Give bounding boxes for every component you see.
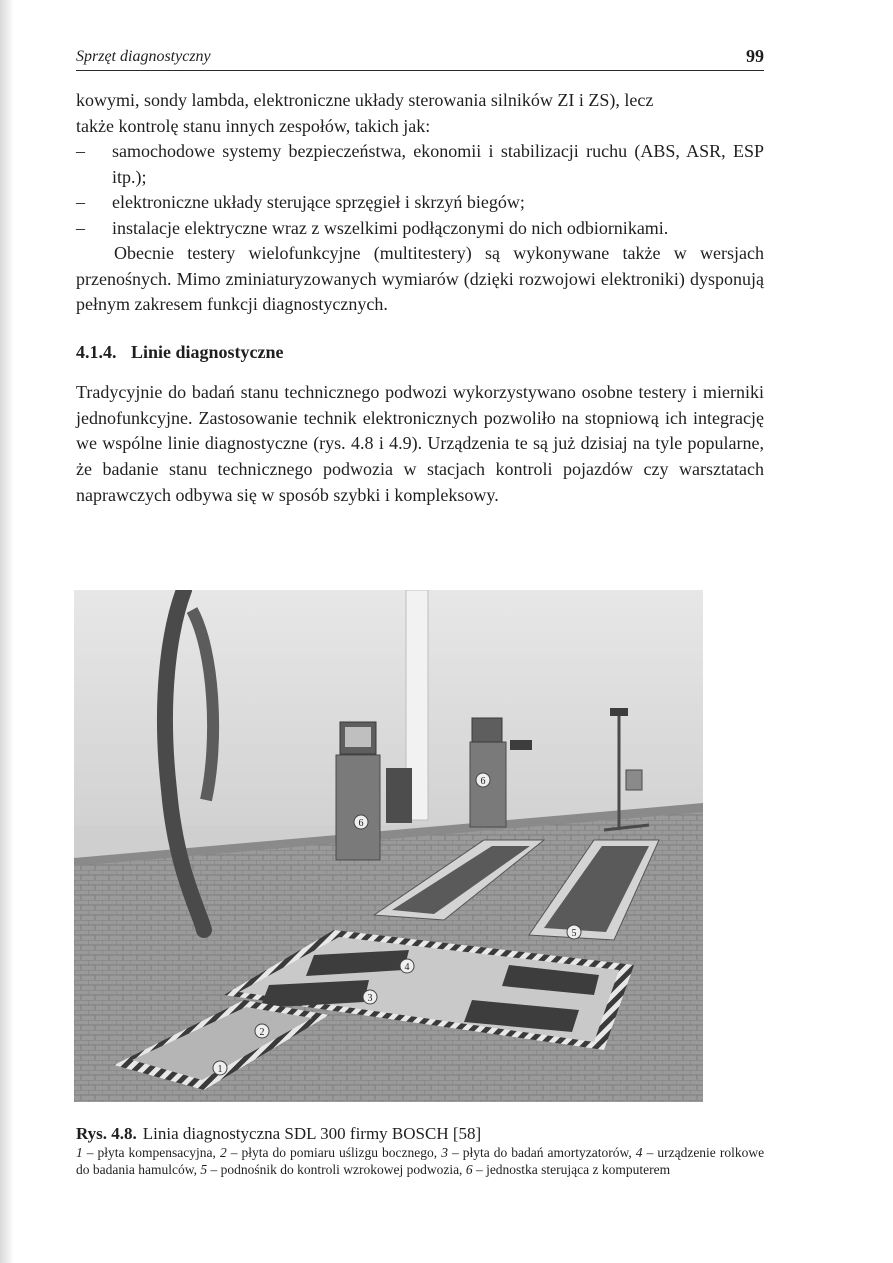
figure-label-6 [476,773,490,787]
diagnostic-line-illustration [74,590,703,1102]
caption-title-line [76,1124,764,1144]
intro-text [76,88,764,318]
list-item [76,139,764,190]
figure-label: Rys. 4.8. [76,1124,137,1143]
list-item [76,190,764,216]
intro-paragraph: Obecnie testery wielofunkcyjne (multitestery) są wykonywane także w wersjach przenośnych. Mimo zminiaturyzowanych wymiarów (dzięki rozwojowi elektroniki) dysponują pełnym zakresem funkcji diagnostycznych. [76,243,764,314]
legend-number: 2 [219,1145,227,1160]
list-item-text: elektroniczne układy sterujące sprzęgieł i skrzyń biegów; [112,192,525,212]
figure-label-2 [255,1024,269,1038]
dash-marker: – [76,141,85,161]
figure-label-5 [567,925,581,939]
section-paragraph: Tradycyjnie do badań stanu technicznego podwozi wykorzystywano osobne testery i mierniki jednofunkcyjne. Zastosowanie technik elektronicznych pozwoliło na stopniową ich integrację we wspólne linie diagnostyczne (rys. 4.8 i 4.9). Urządzenia te są już dzisiaj na tyle popularne, że badanie stanu technicznego podwozia w stacjach kontroli pojazdów czy warsztatach naprawczych odbywa się w sposób szybki i kompleksowy. [76,382,764,505]
list-item [76,216,764,242]
section-heading [76,342,284,363]
figure-label-1 [213,1061,227,1075]
svg-text:1: 1 [217,1064,223,1075]
legend-text: podnośnik do kontroli wzrokowej podwozia, [220,1162,463,1177]
section-text [76,380,764,509]
figure-photo [74,590,703,1102]
legend-number: 1 [76,1145,83,1160]
legend-number: 3 [441,1145,448,1160]
intro-line: kowymi, sondy lambda, elektroniczne układy sterowania silników ZI i ZS), lecz [76,90,654,110]
dash-list [76,139,764,241]
page-gutter-shadow [0,0,14,1263]
list-item-text: instalacje elektryczne wraz z wszelkimi podłączonymi do nich odbiornikami. [112,217,669,238]
svg-text:6: 6 [358,818,364,829]
caption-title: Linia diagnostyczna SDL 300 firmy BOSCH [58] [142,1124,482,1143]
svg-text:2: 2 [259,1027,265,1038]
dash-marker: – [76,192,85,212]
figure-label-4 [400,959,414,973]
caption-legend: 1 – płyta kompensacyjna, 2 – płyta do pomiaru uślizgu bocznego, 3 – płyta do badań amortyzatorów, 4 – urządzenie rolkowe do badania hamulców, 5 – podnośnik do kontroli wzrokowej podwozia, 6 – jednostka sterująca z komputerem [76,1145,765,1177]
list-item-text: samochodowe systemy bezpieczeństwa, ekonomii i stabilizacji ruchu (ABS, ASR, ESP itp.); [112,141,764,187]
dash-marker: – [76,217,85,238]
legend-text: płyta kompensacyjna, [97,1145,216,1160]
page-number: 99 [746,46,764,66]
running-header [76,44,764,71]
legend-text: jednostka sterująca z komputerem [486,1162,671,1177]
svg-text:3: 3 [367,993,373,1004]
running-title: Sprzęt diagnostyczny [76,48,211,65]
figure-caption [76,1124,764,1178]
legend-number: 6 [465,1162,473,1177]
legend-text: płyta do pomiaru uślizgu bocznego, [241,1145,438,1160]
svg-text:4: 4 [404,962,410,973]
figure-label-6 [354,815,368,829]
section-title: Linie diagnostyczne [131,342,284,362]
figure-label-3 [363,990,377,1004]
legend-text: urządzenie rolkowe do badania hamulców, [76,1145,765,1177]
legend-number: 5 [200,1162,208,1177]
intro-line: także kontrolę stanu innych zespołów, takich jak: [76,115,431,136]
svg-text:6: 6 [480,776,486,787]
svg-text:5: 5 [571,928,577,939]
legend-text: płyta do badań amortyzatorów, [462,1145,632,1160]
section-number: 4.1.4. [76,342,117,362]
legend-number: 4 [635,1145,643,1160]
